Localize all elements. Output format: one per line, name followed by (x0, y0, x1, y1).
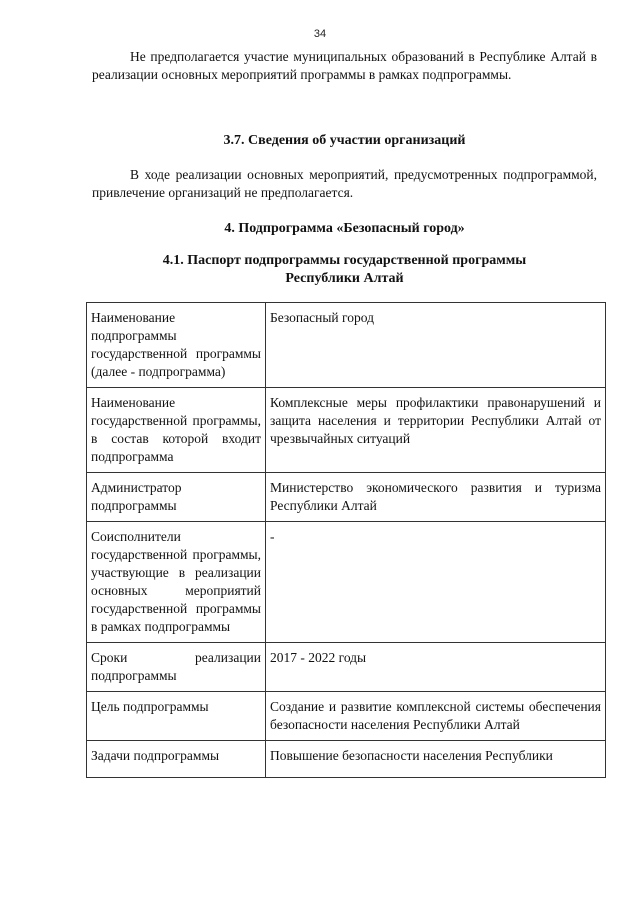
table-cell-label: Наименование подпрограммы государственной программы (далее - подпрограмма) (87, 303, 266, 388)
section-heading-4: 4. Подпрограмма «Безопасный город» (224, 221, 465, 236)
table-cell-label: Соисполнители государственной программы, участвующие в реализации основных мероприятий государственной программы в рамках подпрограммы (87, 522, 266, 643)
table-cell-label: Цель подпрограммы (87, 692, 266, 741)
table-cell-value: Комплексные меры профилактики правонарушений и защита населения и территории Республики Алтай от чрезвычайных ситуаций (266, 388, 606, 473)
table-cell-value: Создание и развитие комплексной системы обеспечения безопасности населения Республики Алтай (266, 692, 606, 741)
table-row (87, 741, 606, 778)
section-heading-4-1-line1: 4.1. Паспорт подпрограммы государственной программы (162, 253, 527, 268)
section-heading-3-7: 3.7. Сведения об участии организаций (223, 133, 466, 148)
passport-table (86, 302, 606, 778)
table-row (87, 303, 606, 388)
paragraph-organizations: В ходе реализации основных мероприятий, предусмотренных подпрограммой, привлечение организаций не предполагается. (92, 167, 597, 200)
table-cell-label: Администратор подпрограммы (87, 473, 266, 522)
table-cell-label: Сроки реализации подпрограммы (87, 643, 266, 692)
table-row (87, 388, 606, 473)
section-heading-4-1 (92, 252, 597, 288)
table-cell-label: Задачи подпрограммы (87, 741, 266, 778)
table-row (87, 473, 606, 522)
table-cell-value: 2017 - 2022 годы (266, 643, 606, 692)
paragraph-municipal-participation: Не предполагается участие муниципальных образований в Республике Алтай в реализации основных мероприятий программы в рамках подпрограммы. (92, 49, 597, 82)
table-cell-value: Министерство экономического развития и туризма Республики Алтай (266, 473, 606, 522)
table-cell-value: Повышение безопасности населения Республики (266, 741, 606, 778)
table-cell-label: Наименование государственной программы, в состав которой входит подпрограмма (87, 388, 266, 473)
table-cell-value: - (266, 522, 606, 643)
table-cell-value: Безопасный город (266, 303, 606, 388)
table-row (87, 643, 606, 692)
page-number: 34 (313, 28, 327, 40)
table-row (87, 692, 606, 741)
section-heading-4-1-line2: Республики Алтай (285, 271, 404, 286)
table-row (87, 522, 606, 643)
